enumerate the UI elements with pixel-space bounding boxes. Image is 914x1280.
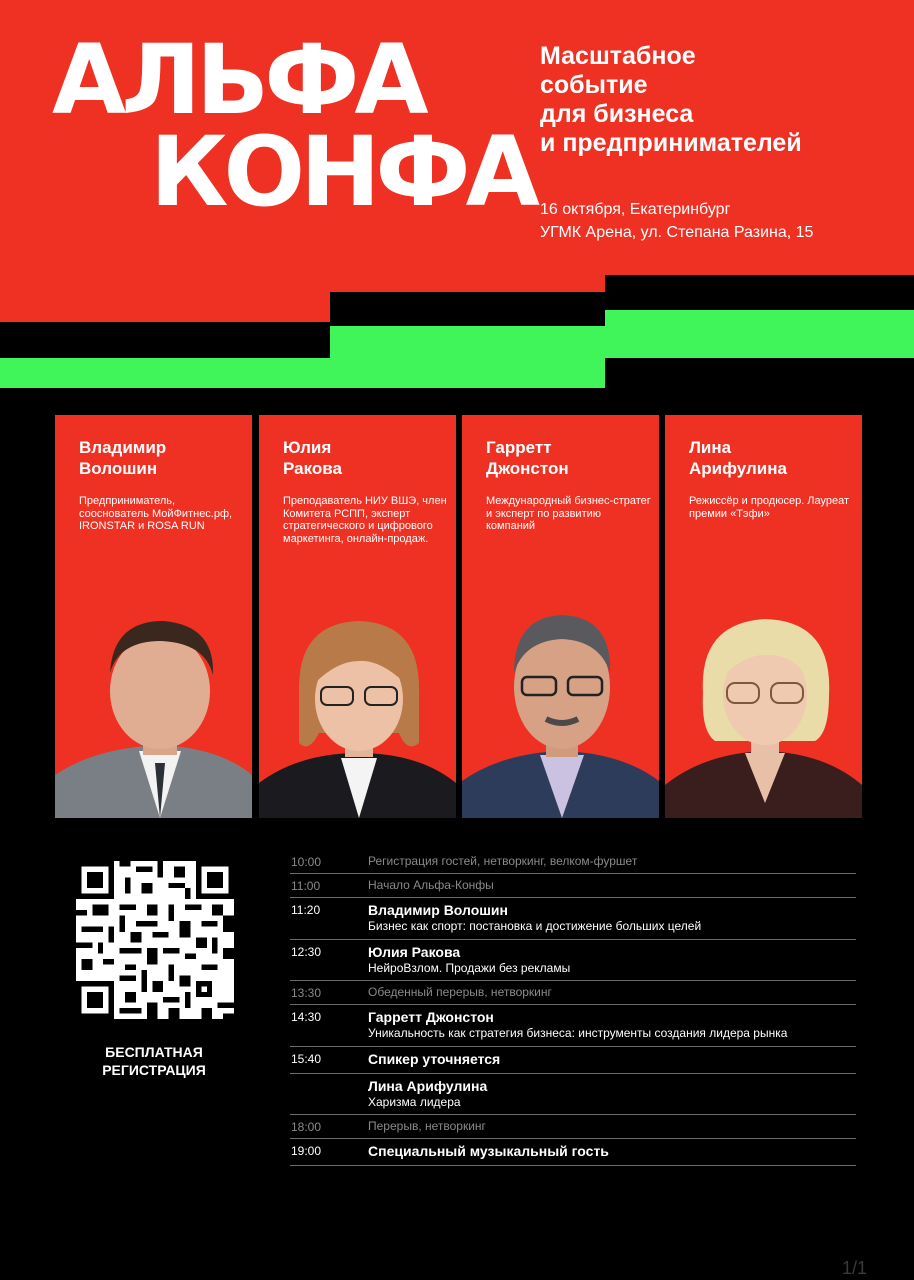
agenda-time: 19:00 <box>291 1144 322 1158</box>
agenda-time: 11:20 <box>291 903 321 917</box>
speaker-card <box>259 415 456 818</box>
agenda-content <box>368 985 856 999</box>
tagline-line: и предпринимателей <box>540 129 802 157</box>
agenda-row <box>290 1074 856 1116</box>
agenda-time: 11:00 <box>291 879 321 893</box>
speaker-description: Режиссёр и продюсер. Лауреат премии «Тэфи» <box>689 495 850 520</box>
agenda-title: Специальный музыкальный гость <box>368 1143 609 1159</box>
speaker-description: Преподаватель НИУ ВШЭ, член Комитета РСПП, эксперт стратегического и цифрового маркетинга, онлайн-продаж. <box>283 495 447 545</box>
event-tagline <box>540 42 900 158</box>
speaker-card <box>665 415 862 818</box>
speaker-first-name: Владимир <box>79 438 167 457</box>
speaker-name <box>486 437 569 479</box>
tagline-line: событие <box>540 71 648 99</box>
speaker-name <box>283 437 342 479</box>
event-location <box>540 198 900 244</box>
event-logo <box>52 24 535 228</box>
qr-code-icon[interactable] <box>76 861 234 1019</box>
agenda-row <box>290 850 856 874</box>
agenda-row <box>290 1005 856 1047</box>
speaker-portrait <box>462 603 659 818</box>
agenda-row <box>290 1139 856 1166</box>
agenda-time: 18:00 <box>291 1120 322 1134</box>
agenda-subtitle: Регистрация гостей, нетворкинг, велком-фуршет <box>368 854 638 868</box>
event-date-city: 16 октября, Екатеринбург <box>540 201 731 218</box>
speaker-description: Предприниматель, сооснователь МойФитнес.рф, IRONSTAR и ROSA RUN <box>79 495 233 532</box>
agenda-title: Гарретт Джонстон <box>368 1009 494 1025</box>
decor-green-stripe <box>330 326 605 358</box>
agenda-subtitle: НейроВзлом. Продажи без рекламы <box>368 960 571 975</box>
decor-green-stripe <box>0 358 605 388</box>
speakers-grid <box>55 415 862 818</box>
agenda-row <box>290 898 856 940</box>
agenda-row <box>290 1115 856 1139</box>
page-indicator: 1/1 <box>842 1258 868 1278</box>
logo-line-2: КОНФА <box>150 116 535 228</box>
agenda-subtitle: Уникальность как стратегия бизнеса: инструменты создания лидера рынка <box>368 1026 788 1040</box>
agenda-row <box>290 981 856 1005</box>
speaker-description: Международный бизнес-стратег и эксперт по развитию компаний <box>486 495 651 532</box>
agenda-content <box>368 1009 856 1041</box>
speaker-last-name: Волошин <box>79 459 158 478</box>
agenda-content <box>368 1051 856 1068</box>
agenda-content <box>368 944 856 976</box>
agenda-content <box>368 1119 856 1133</box>
agenda-subtitle: Перерыв, нетворкинг <box>368 1119 486 1133</box>
agenda-row <box>290 874 856 898</box>
logo-line-1: АЛЬФА <box>52 24 424 136</box>
speaker-name <box>689 437 787 479</box>
agenda <box>290 850 856 1166</box>
speaker-last-name: Арифулина <box>689 459 787 478</box>
agenda-title: Спикер уточняется <box>368 1050 501 1067</box>
free-registration-label <box>56 1043 252 1079</box>
agenda-subtitle: Харизма лидера <box>368 1094 461 1109</box>
registration-line: БЕСПЛАТНАЯ <box>105 1044 203 1060</box>
agenda-time: 14:30 <box>291 1010 322 1024</box>
agenda-title: Юлия Ракова <box>368 943 461 960</box>
agenda-time: 13:30 <box>291 986 322 1000</box>
agenda-row <box>290 1047 856 1074</box>
tagline-line: для бизнеса <box>540 100 694 128</box>
event-venue: УГМК Арена, ул. Степана Разина, 15 <box>540 224 814 241</box>
speaker-card <box>462 415 659 818</box>
agenda-content <box>368 1078 856 1110</box>
agenda-content <box>368 878 856 892</box>
speaker-portrait <box>665 603 862 818</box>
speaker-last-name: Джонстон <box>486 459 569 478</box>
speaker-last-name: Ракова <box>283 459 342 478</box>
agenda-title: Лина Арифулина <box>368 1077 488 1094</box>
agenda-row <box>290 940 856 982</box>
agenda-subtitle: Начало Альфа-Конфы <box>368 878 494 892</box>
speaker-portrait <box>55 603 252 818</box>
speaker-name <box>79 437 166 479</box>
speaker-first-name: Гарретт <box>486 438 552 457</box>
tagline-line: Масштабное <box>540 42 696 70</box>
agenda-content <box>368 902 856 934</box>
speaker-first-name: Юлия <box>283 438 332 457</box>
registration-line: РЕГИСТРАЦИЯ <box>102 1062 206 1078</box>
decor-step <box>605 275 914 292</box>
speaker-first-name: Лина <box>689 438 732 457</box>
agenda-time: 10:00 <box>291 855 322 869</box>
agenda-subtitle: Обеденный перерыв, нетворкинг <box>368 985 552 999</box>
agenda-title: Владимир Волошин <box>368 902 508 918</box>
decor-green-stripe <box>605 310 914 358</box>
agenda-time: 15:40 <box>291 1051 322 1066</box>
speaker-portrait <box>259 603 456 818</box>
agenda-subtitle: Бизнес как спорт: постановка и достижение больших целей <box>368 919 702 933</box>
speaker-card <box>55 415 252 818</box>
agenda-time: 12:30 <box>291 944 322 959</box>
agenda-content <box>368 1143 856 1160</box>
agenda-content <box>368 854 856 868</box>
